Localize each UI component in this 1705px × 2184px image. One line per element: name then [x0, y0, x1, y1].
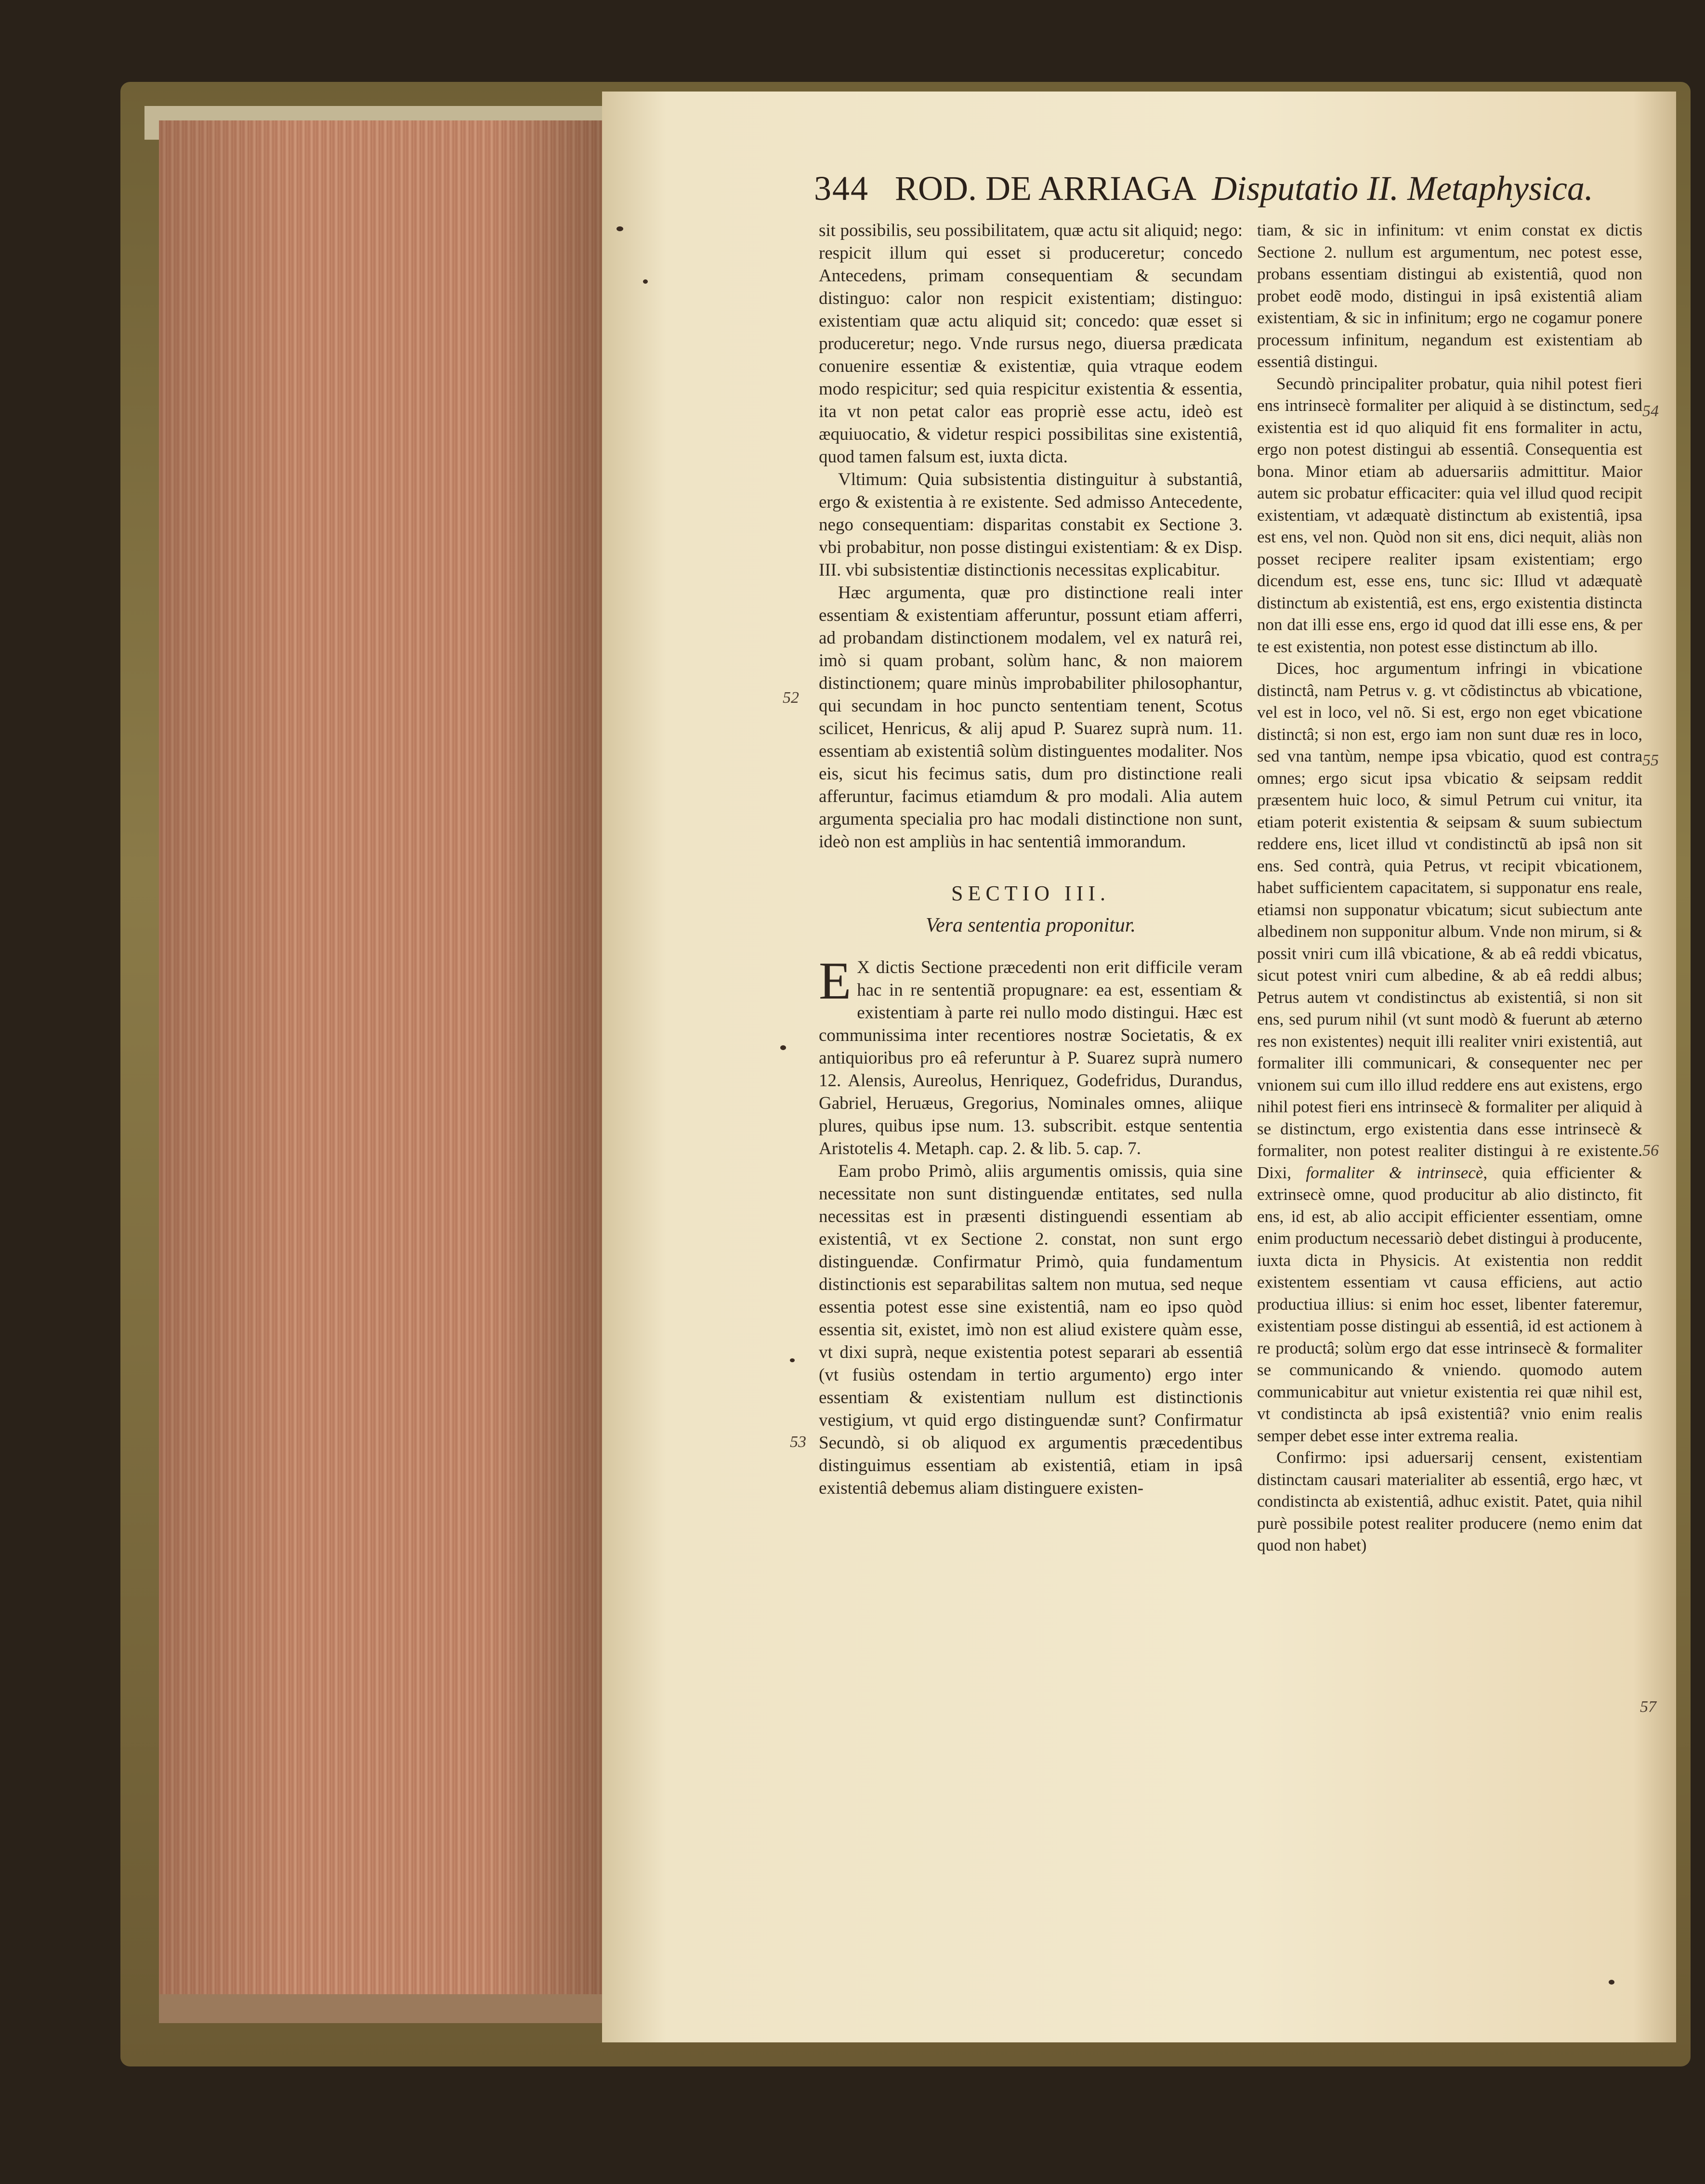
- paragraph: tiam, & sic in infinitum: vt enim constat ex dictis Sectione 2. nullum est argumentum, nec potest esse, probans essentiam distingui ab existentiâ, quod non probet eodẽ modo, distingui in ipsâ existentiâ aliam existentiam, & sic in infinitum; ergo ne cogamur ponere processum infinitum, negandum est existentiam ab essentiâ distingui.: [1257, 221, 1642, 371]
- paragraph: [819, 951, 1243, 1160]
- foxing-spot: [616, 226, 623, 231]
- paragraph: Hæc argumenta, quæ pro distinctione reali inter essentiam & existentiam afferuntur, possunt etiam afferri, ad probandam distinctionem modalem, vel ex naturâ rei, imò si quam probant, solùm hanc, & non maiorem distinctionem; quare minùs improbabiliter philosophantur, qui secundam in hoc puncto sententiam tenent, Scotus scilicet, Henricus, & alij apud P. Suarez suprà num. 11. essentiam ab existentiâ solùm distinguentes modaliter. Nos eis, sicut his fecimus satis, dum pro distinctione reali afferuntur, facimus etiamdum & pro modali. Alia autem argumenta specialia pro hac modali distinctione non sunt, ideò non est ampliùs in hac sententiâ immorandum.: [819, 583, 1243, 852]
- margin-number: 57: [1640, 1698, 1656, 1716]
- margin-number: 55: [1642, 751, 1659, 769]
- italic-phrase: formaliter & intrinsecè: [1306, 1163, 1483, 1182]
- running-head: [814, 169, 1633, 212]
- margin-number: 53: [790, 1433, 806, 1451]
- paragraph: Vltimum: Quia subsistentia distinguitur à substantiâ, ergo & existentia à re existente. Sed admisso Antecedente, nego consequentiam: disparitas constabit ex Sectione 3. vbi probabitur, non posse distingui existentiam: & ex Disp. III. vbi subsistentiæ distinctionis necessitas explicabitur.: [819, 470, 1243, 580]
- running-head-title: Disputatio II. Metaphysica.: [1212, 169, 1593, 208]
- foxing-spot: [780, 1045, 786, 1050]
- foxing-spot: [643, 279, 648, 284]
- margin-number: 56: [1642, 1142, 1659, 1159]
- paragraph: Secundò principaliter probatur, quia nihil potest fieri ens intrinsecè formaliter per aliquid à se distinctum, sed existentia est id quo aliquid fit ens formaliter in actu, ergo non potest distingui ab essentiâ. Consequentia est bona. Minor etiam ab aduersariis admittitur. Maior autem sic probatur efficaciter: quia vel illud quod recipit existentiam, vt adæquatè distinctum ab existentiâ, ipsa est ens, vel non. Quòd non sit ens, dici nequit, aliàs non posset recipere realiter ipsam existentiam; ergo dicendum est, esse ens, tunc sic: Illud vt adæquatè distinctum ab existentiâ, est ens, ergo existentia distincta non dat illi esse ens, ergo id quod dat illi esse ens, & per te est existentia, non potest esse distinctum ab illo.: [1257, 374, 1642, 656]
- running-head-author: ROD. DE ARRIAGA: [895, 169, 1195, 208]
- fore-edge-bottom: [159, 1994, 607, 2023]
- margin-number: 54: [1642, 402, 1659, 420]
- paragraph-text: X dictis Sectione præcedenti non erit difficile veram hac in re sententiã propugnare: ea est, essentiam & existentiam à parte rei nullo modo distingui. Hæc est communissima inter recentiores nostræ Societatis, & ex antiquioribus pro eâ referuntur à P. Suarez suprà numero 12. Alensis, Aureolus, Henriquez, Godefridus, Durandus, Gabriel, Heruæus, Gregorius, Nominales omnes, aliique plures, quibus ipse num. 13. subscribit. estque sententia Aristotelis 4. Metaph. cap. 2. & lib. 5. cap. 7.: [819, 958, 1243, 1158]
- fore-edge-shading: [159, 120, 602, 2023]
- right-column: [1257, 219, 1642, 1556]
- margin-number: 52: [783, 689, 799, 707]
- section-title: SECTIO III.: [951, 881, 1110, 905]
- drop-cap: E: [819, 951, 852, 1010]
- left-column: [819, 219, 1243, 1500]
- paragraph-text: Dices, hoc argumentum infringi in vbicatione distinctâ, nam Petrus v. g. vt cõdistinctus ab vbicatione, vel est in loco, vel nõ. Si est, ergo non eget vbicatione distinctâ; si non est, ergo iam non sunt duæ res in loco, sed vna tantùm, nempe ipsa vbicatio, quod est contra omnes; ergo sicut ipsa vbicatio & seipsam reddit præsentem huic loco, & simul Petrum cui vnitur, ita etiam poterit existentia & seipsam & suum subiectum reddere ens, licet illud vt condistinctũ ab ipsâ non sit ens. Sed contrà, quia Petrus, vt recipit vbicationem, habet sufficientem capacitatem, si supponatur ens reale, etiamsi non supponatur vbicatum; sicut subiectum ante albedinem non supponitur album. Vnde non mirum, si & possit vniri cum illâ vbicatione, & ab eâ reddi vbicatus, sicut potest vniri cum albedine, & ab eâ reddi albus; Petrus autem vt condistinctus ab existentiâ, si non sit ens, sed purum nihil (vt sunt modò & fuerunt ab æterno res non existentes) nequit illi realiter vniri existentiâ, aut formaliter illi communicari, & consequenter nec per vnionem sui cum illo illud reddere ens aut existens, ergo nihil potest fieri ens intrinsecè & formaliter per aliquid à se distinctum, ergo existentia dans esse intrinsecè & formaliter, non potest realiter distingui à re existente. Dixi,: [1257, 659, 1642, 1182]
- paragraph: sit possibilis, seu possibilitatem, quæ actu sit aliquid; nego: respicit illum qui esset si produceretur; concedo Antecedens, primam consequentiam & secundam distinguo: calor non respicit existentiam; distinguo: existentiam quæ actu aliquid sit; concedo: quæ esset si produceretur; nego. Vnde rursus nego, diuersa prædicata conuenire essentiæ & existentiæ, quia vtraque eodem modo respicitur; sed quia respicitur existentia & essentia, ita vt non petat calor eas propriè esse actu, ideò est æquiuocatio, & videtur respici possibilitas sine existentiâ, quod tamen falsum est, iuxta dicta.: [819, 221, 1243, 467]
- paragraph: Confirmo: ipsi aduersarij censent, existentiam distinctam causari materialiter ab essentiâ, ergo hæc, vt condistincta ab existentiâ, adhuc existit. Patet, quia nihil purè possibile potest realiter producere (nemo enim dat quod non habet): [1257, 1448, 1642, 1554]
- paragraph-text: , quia efficienter & extrinsecè omne, quod producitur ab alio distincto, fit ens, id est, ab alio accipit efficienter essentiam, omne enim productum necessariò debet distingui à producente, iuxta dicta in Physicis. At existentia non reddit existentem essentiam vt causa efficiens, aut actio productiua illius: si enim hoc esset, libenter fateremur, existentiam posse distingui ab essentiâ, id est actionem à re productâ; solùm ergo dat esse intrinsecè & formaliter se communicando & vniendo. quomodo autem communicabitur aut vnietur existentia rei quæ nihil est, vt condistincta ab ipsâ existentiâ? vnio enim realis semper debet esse inter extrema realia.: [1257, 1163, 1642, 1445]
- foxing-spot: [1609, 1980, 1614, 1985]
- foxing-spot: [790, 1358, 795, 1362]
- paragraph: [1257, 658, 1642, 1447]
- paragraph: Eam probo Primò, aliis argumentis omissis, quia sine necessitate non sunt distinguendæ entitates, sed nulla necessitas est in præsenti distinguendi essentiam ab existentiâ, vt ex Sectione 2. constat, non sunt ergo distinguendæ. Confirmatur Primò, quia fundamentum distinctionis est separabilitas saltem non mutua, sed neque essentia potest esse sine existentiâ, nam eo ipso quòd essentia sit, existet, imò non est aliud existere quàm esse, vt dixi suprà, neque existentia potest separari ab essentiâ (vt fusiùs ostendam in tertio argumento) ergo inter essentiam & existentiam nullum est distinctionis vestigium, vt quid ergo distinguendæ sunt? Confirmatur Secundò, si ob aliquod ex argumentis præcedentibus distinguimus essentiam ab existentiâ, etiam in ipsâ existentiâ debemus aliam distinguere existen-: [819, 1161, 1243, 1498]
- page-number: 344: [814, 169, 869, 208]
- section-subtitle: Vera sententia proponitur.: [926, 914, 1136, 936]
